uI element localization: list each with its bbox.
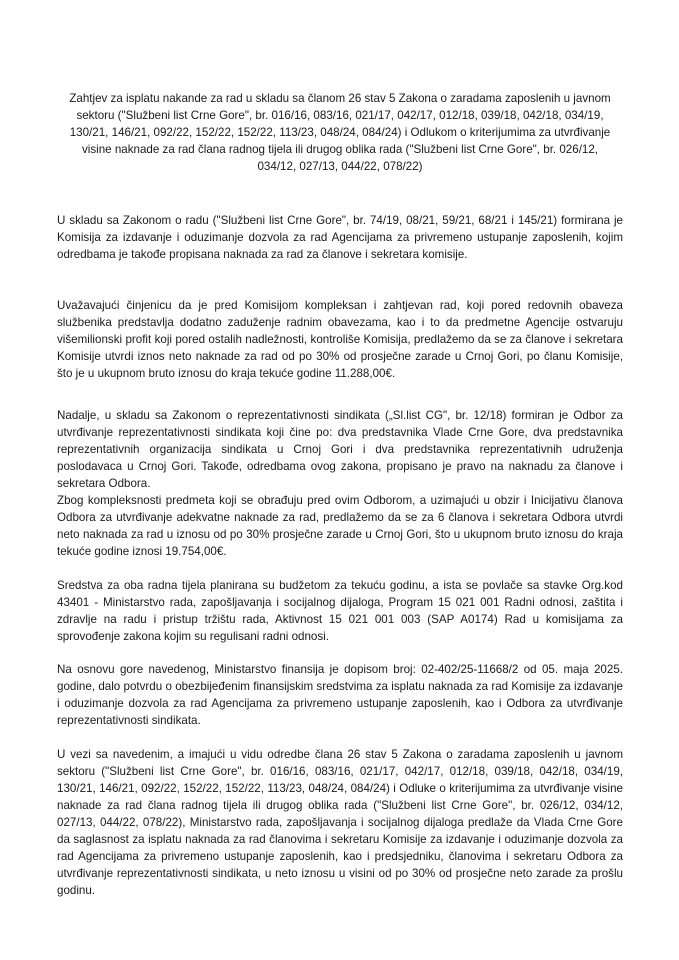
paragraph-commission-formation: U skladu sa Zakonom o radu ("Službeni list Crne Gore", br. 74/19, 08/21, 59/21, 68/21 i 145/21) formirana je Komisija za izdavanje i oduzimanje dozvola za rad Agencijama za privremeno ustupanje zaposlenih, kojim odredbama je takođe propisana naknada za rad za članove i sekretara komisije. <box>57 214 623 261</box>
paragraph-board-formation: Nadalje, u skladu sa Zakonom o reprezentativnosti sindikata („Sl.list CG", br. 12/18) formiran je Odbor za utvrđivanje reprezentativnosti sindikata koji čine po: dva predstavnika Vlade Crne Gore, dva predstavnika reprezentativnih organizacija sindikata u Crnoj Gori i dva predstavnika reprezentativnih udruženja poslodavaca u Crnoj Gori. Takođe, odredbama ovog zakona, propisano je pravo na naknadu za članove i sekretara Odbora. <box>57 409 623 490</box>
document-title: Zahtjev za isplatu nakande za rad u skladu sa članom 26 stav 5 Zakona o zaradama zaposlenih u javnom sektoru ("Službeni list Crne Gore", br. 016/16, 083/16, 021/17, 042/17, 012/18, 039/18, 042/18, 034/19, 130/21, 146/21, 092/22, 152/22, 152/22, 113/23, 048/24, 084/24) i Odlukom o kriterijumima za utvrđivanje visine naknade za rad člana radnog tijela ili drugog oblika rada ("Službeni list Crne Gore", br. 026/12, 034/12, 027/13, 044/22, 078/22) <box>69 92 611 173</box>
paragraph-budget-source: Sredstva za oba radna tijela planirana su budžetom za tekuću godinu, a ista se povlače sa stavke Org.kod 43401 - Ministarstvo rada, zapošljavanja i socijalnog dijaloga, Program 15 021 001 Radni odnosi, zaštita i zdravlje na radu i pristup tržištu rada, Aktivnost 15 021 001 003 (SAP A0174) Rad u komisijama za sprovođenje zakona kojim su regulisani radni odnosi. <box>57 579 623 643</box>
paragraph-board-fee-proposal: Zbog kompleksnosti predmeta koji se obrađuju pred ovim Odborom, a uzimajući u obzir i Inicijativu članova Odbora za utvrđivanje adekvatne naknade za rad, predlažemo da se za 6 članova i sekretara Odbora utvrdi neto naknada za rad u iznosu od po 30% prosječne zarade u Crnoj Gori, što u ukupnom bruto iznosu do kraja tekuće godine iznosi 19.754,00€. <box>57 494 623 558</box>
paragraph-finance-confirmation: Na osnovu gore navedenog, Ministarstvo finansija je dopisom broj: 02-402/25-11668/2 od 05. maja 2025. godine, dalo potvrdu o obezbijeđenim finansijskim sredstvima za isplatu naknada za rad Komisije za izdavanje i oduzimanje dozvola za rad Agencijama za privremeno ustupanje zaposlenih, kao i Odbora za utvrđivanje reprezentativnosti sindikata. <box>57 663 623 727</box>
paragraph-final-proposal: U vezi sa navedenim, a imajući u vidu odredbe člana 26 stav 5 Zakona o zaradama zaposlenih u javnom sektoru ("Službeni list Crne Gore", br. 016/16, 083/16, 021/17, 042/17, 012/18, 039/18, 042/18, 034/19, 130/21, 146/21, 092/22, 152/22, 152/22, 113/23, 048/24, 084/24) i Odluke o kriterijumima za utvrđivanje visine naknade za rad člana radnog tijela ili drugog oblika rada ("Službeni list Crne Gore", br. 026/12, 034/12, 027/13, 044/22, 078/22), Ministarstvo rada, zapošljavanja i socijalnog dijaloga predlaže da Vlada Crne Gore da saglasnost za isplatu naknada za rad članovima i sekretaru Komisije za izdavanje i oduzimanje dozvola za rad Agencijama za privremeno ustupanje zaposlenih, kao i predsjedniku, članovima i sekretaru Odbora za utvrđivanje reprezentativnosti sindikata, u neto iznosu u visini od po 30% od prosječne neto zarade za prošlu godinu. <box>57 748 623 897</box>
paragraph-commission-fee-proposal: Uvažavajući činjenicu da je pred Komisijom kompleksan i zahtjevan rad, koji pored redovnih obaveza službenika predstavlja dodatno zaduženje radnim obavezama, kao i to da predmetne Agencije ostvaruju višemilionski profit koji pored ostalih nadležnosti, kontroliše Komisija, predlažemo da se za članove i sekretara Komisije utvrdi iznos neto naknade za rad od po 30% od prosječne zarade u Crnoj Gori, po članu Komisije, što je u ukupnom bruto iznosu do kraja tekuće godine 11.288,00€. <box>57 299 623 380</box>
